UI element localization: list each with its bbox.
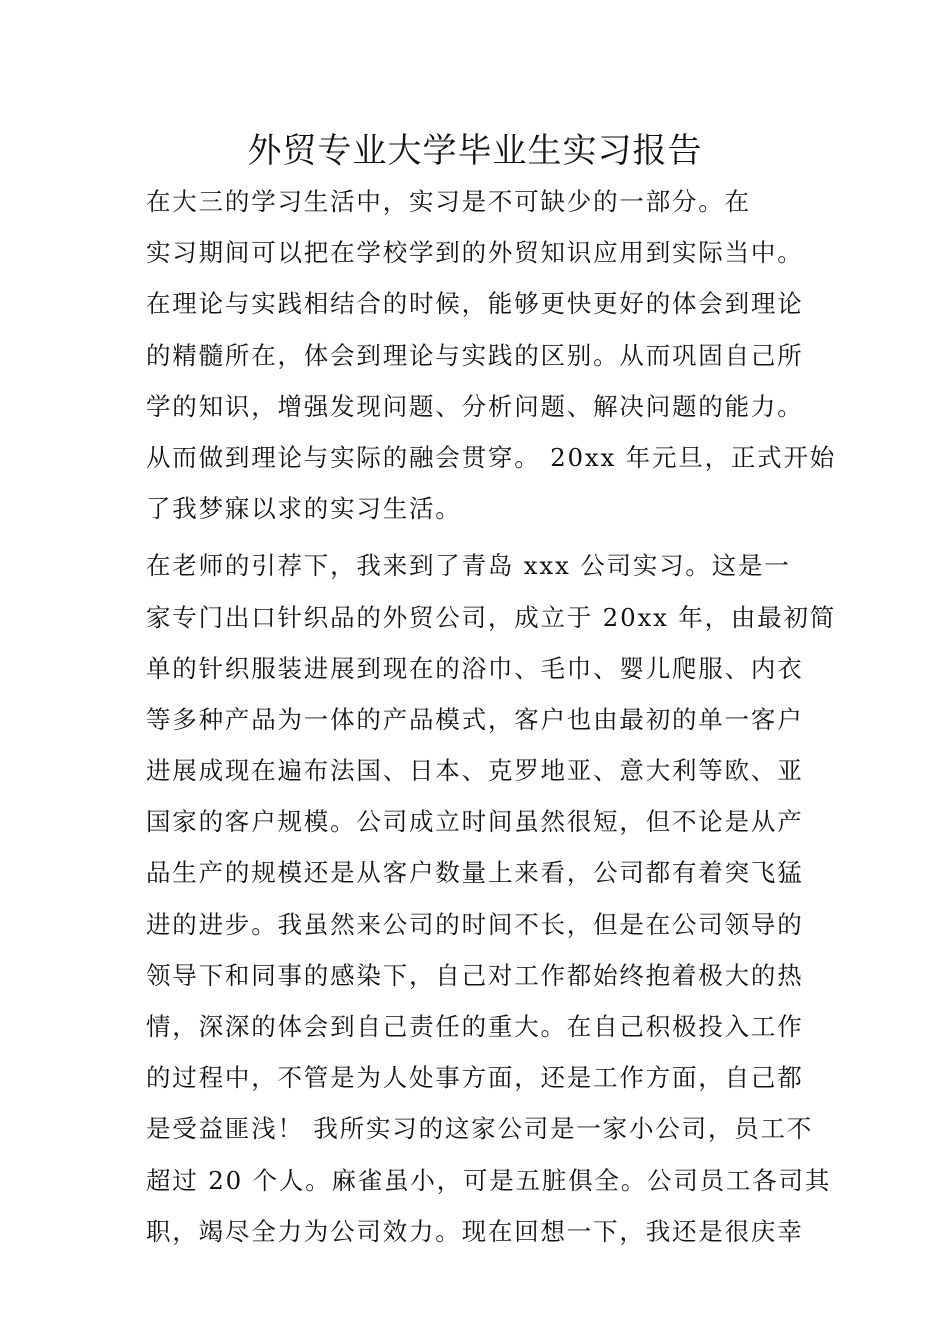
paragraph-2	[146, 540, 837, 1257]
text-line: 等多种产品为一体的产品模式，客户也由最初的单一客户	[146, 704, 804, 734]
text-line: 情，深深的体会到自己责任的重大。在自己积极投入工作	[146, 1012, 804, 1041]
text-line: 在大三的学习生活中，实习是不可缺少的一部分。在	[146, 187, 751, 216]
text-line: 领导下和同事的感染下，自己对工作都始终抱着极大的热	[146, 960, 804, 990]
text-line: 是受益匪浅！ 我所实习的这家公司是一家小公司，员工不	[146, 1114, 814, 1144]
text-line: 实习期间可以把在学校学到的外贸知识应用到实际当中。	[146, 238, 804, 268]
text-line: 进的进步。我虽然来公司的时间不长，但是在公司领导的	[146, 909, 804, 939]
paragraph-1	[146, 176, 837, 534]
text-line: 超过 20 个人。麻雀虽小，可是五脏俱全。公司员工各司其	[146, 1165, 832, 1195]
text-line: 品生产的规模还是从客户数量上来看，公司都有着突飞猛	[146, 858, 804, 888]
text-line: 在理论与实践相结合的时候，能够更快更好的体会到理论	[146, 289, 804, 319]
text-line: 了我梦寐以求的实习生活。	[146, 494, 462, 524]
text-line: 职，竭尽全力为公司效力。现在回想一下，我还是很庆幸	[146, 1216, 804, 1246]
text-line: 家专门出口针织品的外贸公司，成立于 20xx 年，由最初简	[146, 602, 837, 632]
document-title: 外贸专业大学毕业生实习报告	[247, 131, 703, 171]
text-line: 的过程中，不管是为人处事方面，还是工作方面，自己都	[146, 1063, 804, 1093]
text-line: 进展成现在遍布法国、日本、克罗地亚、意大利等欧、亚	[146, 756, 804, 786]
text-line: 单的针织服装进展到现在的浴巾、毛巾、婴儿爬服、内衣	[146, 653, 804, 683]
text-line: 学的知识，增强发现问题、分析问题、解决问题的能力。	[146, 391, 804, 421]
text-line: 从而做到理论与实际的融会贯穿。 20xx 年元旦，正式开始	[146, 442, 837, 472]
text-line: 国家的客户规模。公司成立时间虽然很短，但不论是从产	[146, 807, 804, 837]
text-line: 在老师的引荐下，我来到了青岛 xxx 公司实习。这是一	[146, 551, 791, 581]
text-line: 的精髓所在，体会到理论与实践的区别。从而巩固自己所	[146, 340, 804, 370]
document-body	[146, 176, 837, 1257]
